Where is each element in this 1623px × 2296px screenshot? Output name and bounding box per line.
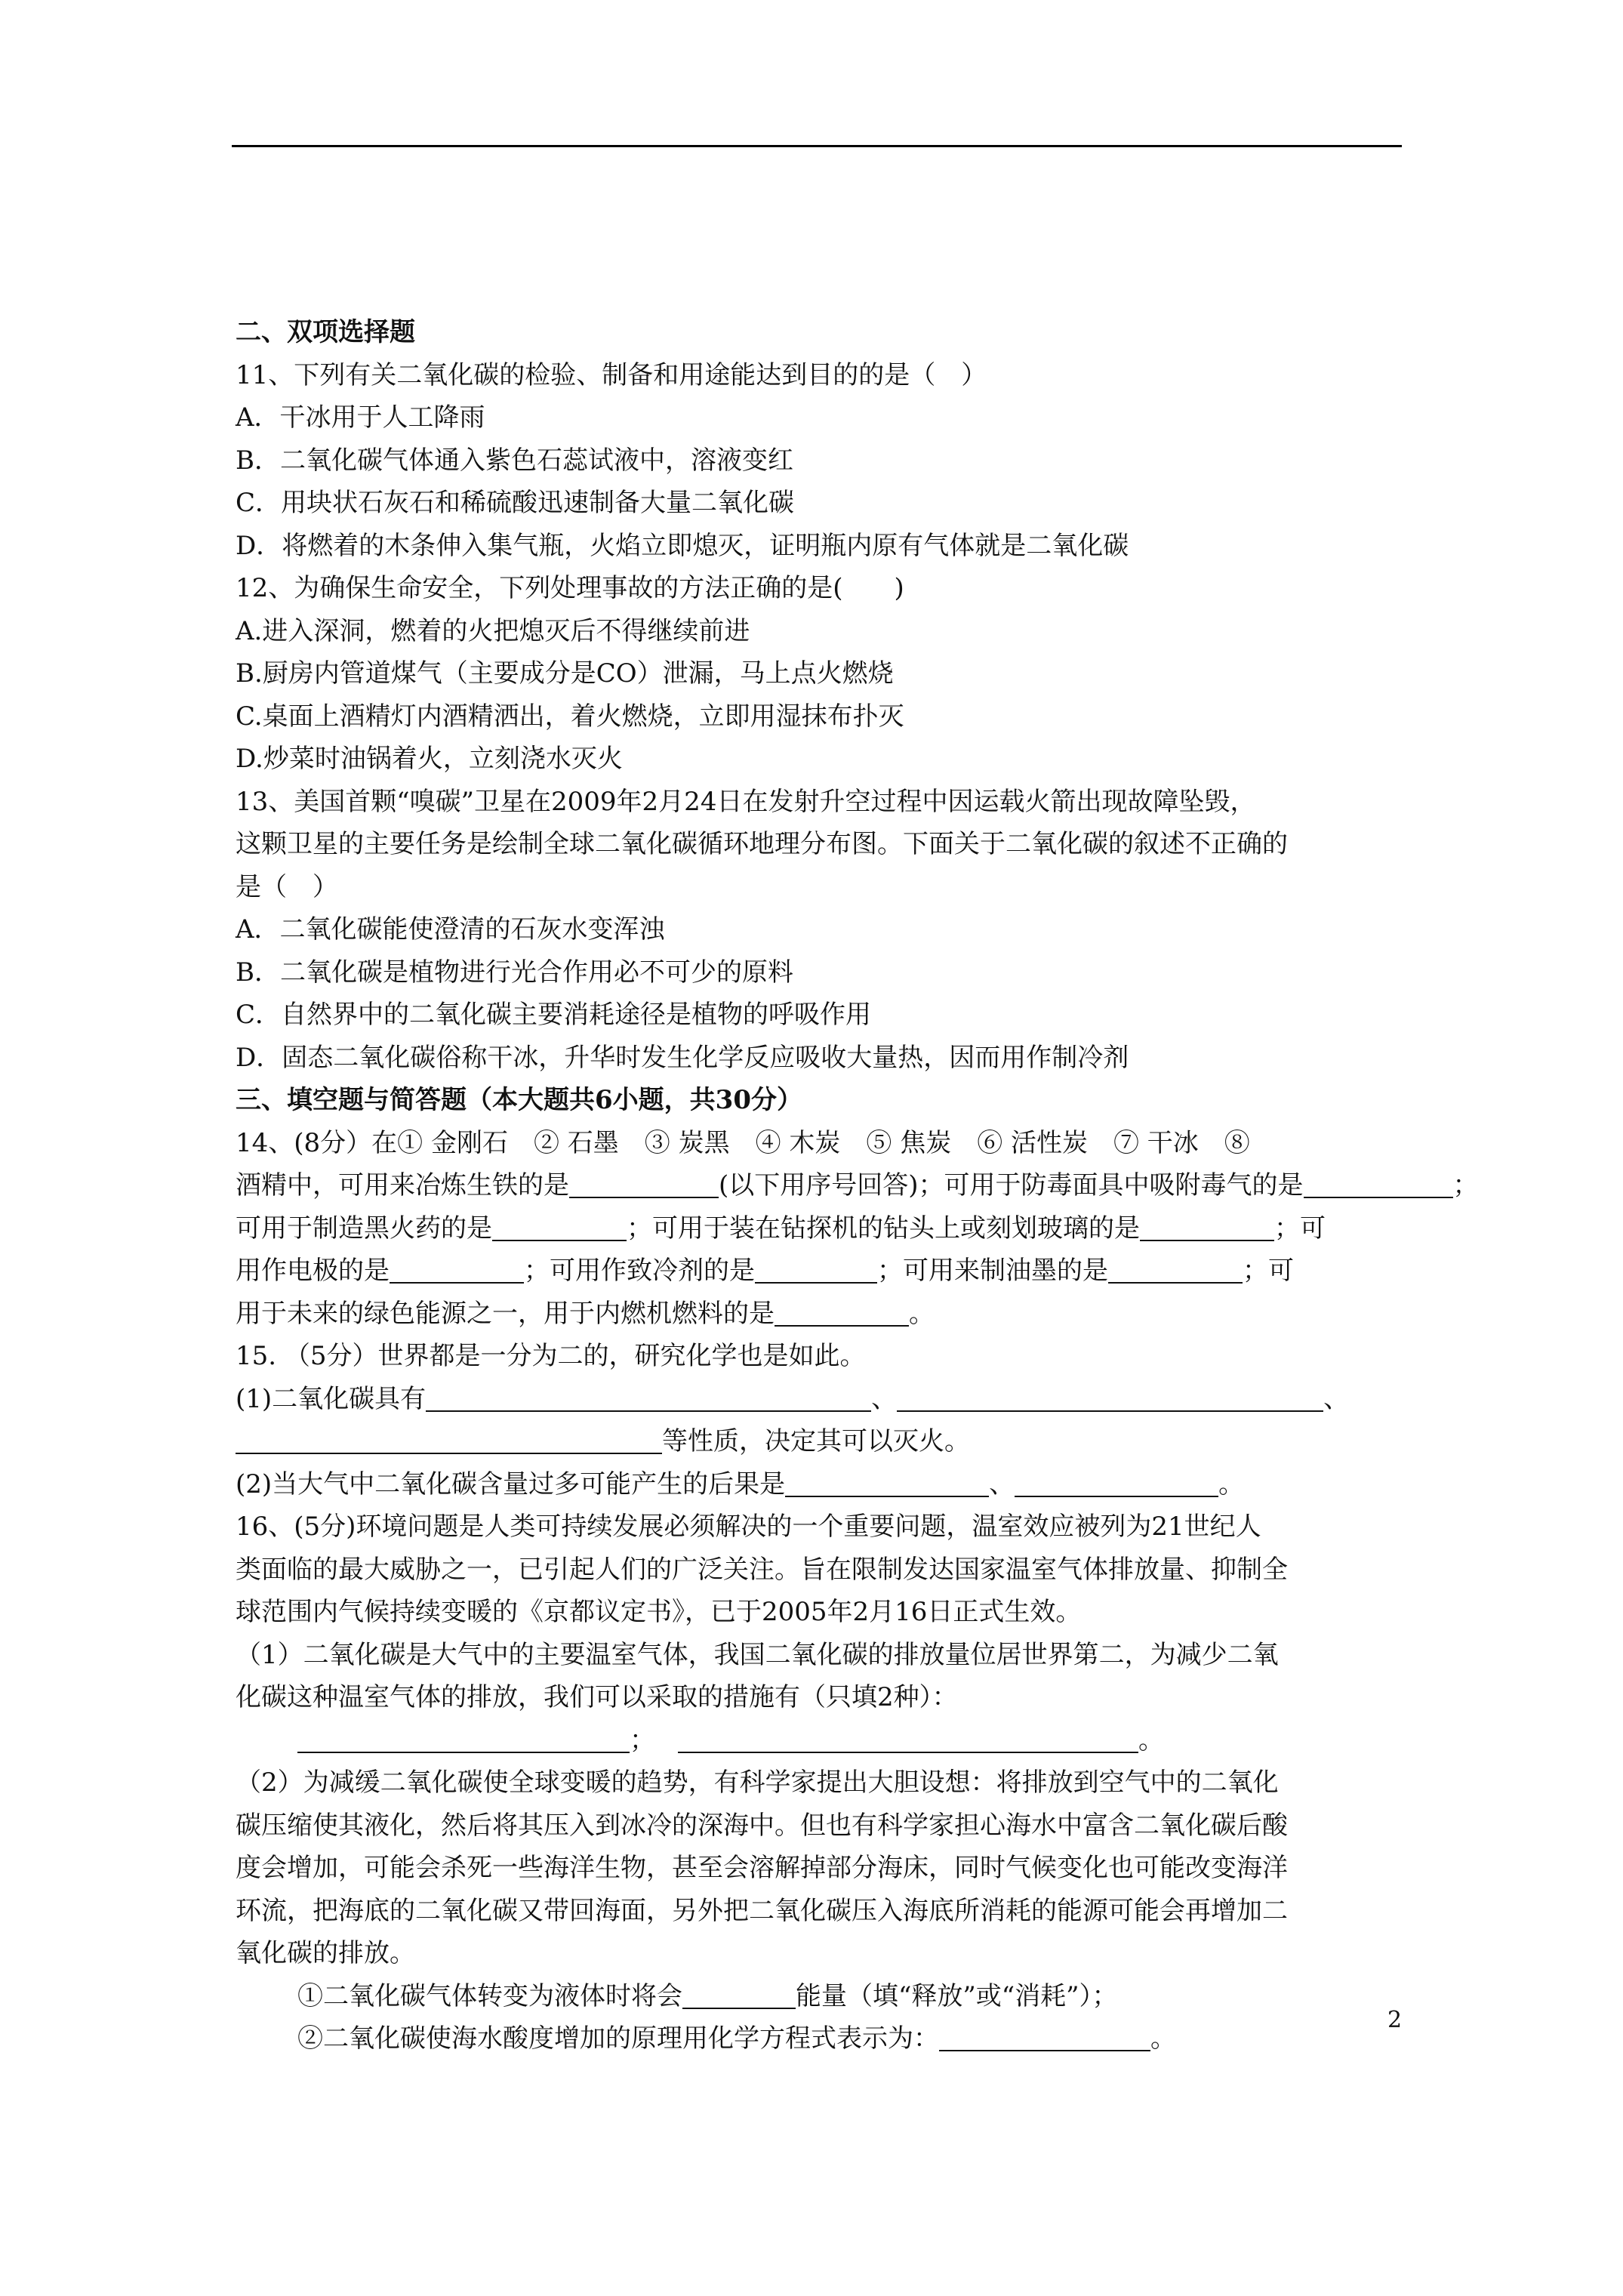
q15-stem: 15. （5分）世界都是一分为二的，研究化学也是如此。	[236, 1341, 866, 1371]
q14-text: 。	[909, 1298, 935, 1329]
q14-line4	[236, 1250, 1413, 1293]
q15-text: 。	[1218, 1469, 1245, 1499]
q15-text: 等性质，决定其可以灭火。	[662, 1426, 970, 1456]
answer-blank[interactable]	[785, 1469, 989, 1497]
q16-sub2	[236, 2017, 1413, 2060]
q13-option-a: A．二氧化碳能使澄清的石灰水变浑浊	[236, 914, 665, 945]
q14-line2	[236, 1164, 1479, 1207]
q14-text: 可用于制造黑火药的是	[236, 1213, 492, 1244]
q14-text: (以下用序号回答)；可用于防毒面具中吸附毒气的是	[719, 1170, 1304, 1200]
section-heading-fill-in: 三、填空题与简答题（本大题共6小题，共30分）	[236, 1085, 802, 1115]
q12-option-b: B.厨房内管道煤气（主要成分是CO）泄漏，马上点火燃烧	[236, 658, 894, 689]
q14-text: 酒精中，可用来冶炼生铁的是	[236, 1170, 569, 1200]
q16-text: ；	[630, 1724, 655, 1755]
q14-line5	[236, 1293, 1413, 1336]
q16-line2: 类面临的最大威胁之一，已引起人们的广泛关注。旨在限制发达国家温室气体排放量、抑制全	[236, 1554, 1288, 1585]
q15-part2	[236, 1463, 1413, 1506]
q16-sub1	[236, 1975, 1413, 2018]
q16-part2-line2: 碳压缩使其液化，然后将其压入到冰冷的深海中。但也有科学家担心海水中富含二氧化碳后酸	[236, 1810, 1288, 1841]
answer-blank[interactable]	[569, 1170, 719, 1198]
answer-blank[interactable]	[426, 1383, 871, 1412]
q14-line3	[236, 1207, 1413, 1250]
page-number: 2	[1387, 2007, 1403, 2033]
q11-option-a: A．干冰用于人工降雨	[236, 402, 485, 433]
q12-option-d: D.炒菜时油锅着火，立刻浇水灭火	[236, 744, 623, 774]
q13-option-c: C．自然界中的二氧化碳主要消耗途径是植物的呼吸作用	[236, 1000, 872, 1030]
q14-text: ；可用于装在钻探机的钻头上或刻划玻璃的是	[627, 1213, 1140, 1244]
q16-part1-line1: （1）二氧化碳是大气中的主要温室气体，我国二氧化碳的排放量位居世界第二，为减少二氧	[236, 1639, 1279, 1670]
q13-option-d: D．固态二氧化碳俗称干冰，升华时发生化学反应吸收大量热，因而用作制冷剂	[236, 1042, 1129, 1073]
q16-line1: 16、(5分)环境问题是人类可持续发展必须解决的一个重要问题，温室效应被列为21世纪人	[236, 1512, 1261, 1542]
q14-text: 用于未来的绿色能源之一，用于内燃机燃料的是	[236, 1298, 775, 1329]
q14-line1: 14、(8分）在① 金刚石 ② 石墨 ③ 炭黑 ④ 木炭 ⑤ 焦炭 ⑥ 活性炭 ⑦ 干冰 ⑧	[236, 1127, 1250, 1158]
q16-part2-line1: （2）为减缓二氧化碳使全球变暖的趋势，有科学家提出大胆设想：将排放到空气中的二氧化	[236, 1767, 1279, 1798]
q14-text: ；可	[1243, 1256, 1294, 1286]
answer-blank[interactable]	[236, 1425, 662, 1454]
q14-text: ；可用来制油墨的是	[877, 1256, 1108, 1286]
q16-line3: 球范围内气候持续变暖的《京都议定书》，已于2005年2月16日正式生效。	[236, 1597, 1082, 1627]
answer-blank[interactable]	[682, 1980, 796, 2009]
header-rule	[232, 145, 1402, 147]
q16-part2-line4: 环流，把海底的二氧化碳又带回海面，另外把二氧化碳压入海底所消耗的能源可能会再增加二	[236, 1895, 1288, 1926]
q11-option-c: C．用块状石灰石和稀硫酸迅速制备大量二氧化碳	[236, 488, 795, 518]
exam-page-content	[236, 311, 1479, 2060]
q16-text: ①二氧化碳气体转变为液体时将会	[297, 1980, 682, 2011]
q16-part2-line3: 度会增加，可能会杀死一些海洋生物，甚至会溶解掉部分海床，同时气候变化也可能改变海洋	[236, 1853, 1288, 1883]
q16-part2-line5: 氧化碳的排放。	[236, 1938, 415, 1968]
q11-stem: 11、下列有关二氧化碳的检验、制备和用途能达到目的的是（ ）	[236, 359, 987, 390]
answer-blank[interactable]	[1304, 1170, 1453, 1198]
q16-text: ②二氧化碳使海水酸度增加的原理用化学方程式表示为：	[297, 2023, 939, 2054]
answer-blank[interactable]	[390, 1255, 524, 1284]
q14-text: ；可用作致冷剂的是	[524, 1256, 755, 1286]
q12-stem: 12、为确保生命安全，下列处理事故的方法正确的是( )	[236, 573, 904, 603]
q15-text: 、	[871, 1383, 898, 1414]
q13-stem-line2: 这颗卫星的主要任务是绘制全球二氧化碳循环地理分布图。下面关于二氧化碳的叙述不正确的	[236, 829, 1288, 859]
q15-text: (1)二氧化碳具有	[236, 1383, 427, 1414]
q16-text: 。	[1150, 2023, 1176, 2054]
answer-blank[interactable]	[939, 2023, 1150, 2051]
answer-blank[interactable]	[297, 1724, 630, 1753]
q12-option-c: C.桌面上酒精灯内酒精洒出，着火燃烧，立即用湿抹布扑灭	[236, 701, 904, 732]
q16-part1-answers	[236, 1719, 1413, 1762]
q13-stem-line1: 13、美国首颗“嗅碳”卫星在2009年2月24日在发射升空过程中因运载火箭出现故障坠毁，	[236, 786, 1256, 817]
q15-part1-line2	[236, 1420, 1413, 1463]
q11-option-b: B．二氧化碳气体通入紫色石蕊试液中，溶液变红	[236, 445, 793, 476]
q15-text: (2)当大气中二氧化碳含量过多可能产生的后果是	[236, 1469, 786, 1499]
q12-option-a: A.进入深洞，燃着的火把熄灭后不得继续前进	[236, 615, 750, 646]
q13-option-b: B．二氧化碳是植物进行光合作用必不可少的原料	[236, 957, 793, 988]
answer-blank[interactable]	[1140, 1213, 1274, 1241]
q11-option-d: D．将燃着的木条伸入集气瓶，火焰立即熄灭，证明瓶内原有气体就是二氧化碳	[236, 530, 1129, 561]
q15-text: 、	[1323, 1383, 1350, 1414]
q16-text: 。	[1138, 1724, 1164, 1755]
q14-text: ；可	[1274, 1213, 1326, 1244]
q16-text: 能量（填“释放”或“消耗”）；	[796, 1980, 1118, 2011]
q14-text: ；	[1452, 1170, 1479, 1200]
answer-blank[interactable]	[1108, 1255, 1243, 1284]
answer-blank[interactable]	[755, 1255, 877, 1284]
q15-text: 、	[989, 1469, 1015, 1499]
q13-stem-line3: 是（ ）	[236, 871, 338, 902]
q16-part1-line2: 化碳这种温室气体的排放，我们可以采取的措施有（只填2种）：	[236, 1682, 958, 1712]
answer-blank[interactable]	[492, 1213, 627, 1241]
answer-blank[interactable]	[897, 1383, 1323, 1412]
answer-blank[interactable]	[678, 1724, 1138, 1753]
q15-part1-line1	[236, 1378, 1413, 1421]
section-heading-double-choice: 二、双项选择题	[236, 317, 415, 347]
answer-blank[interactable]	[1015, 1469, 1218, 1497]
answer-blank[interactable]	[775, 1298, 909, 1327]
q14-text: 用作电极的是	[236, 1256, 390, 1286]
